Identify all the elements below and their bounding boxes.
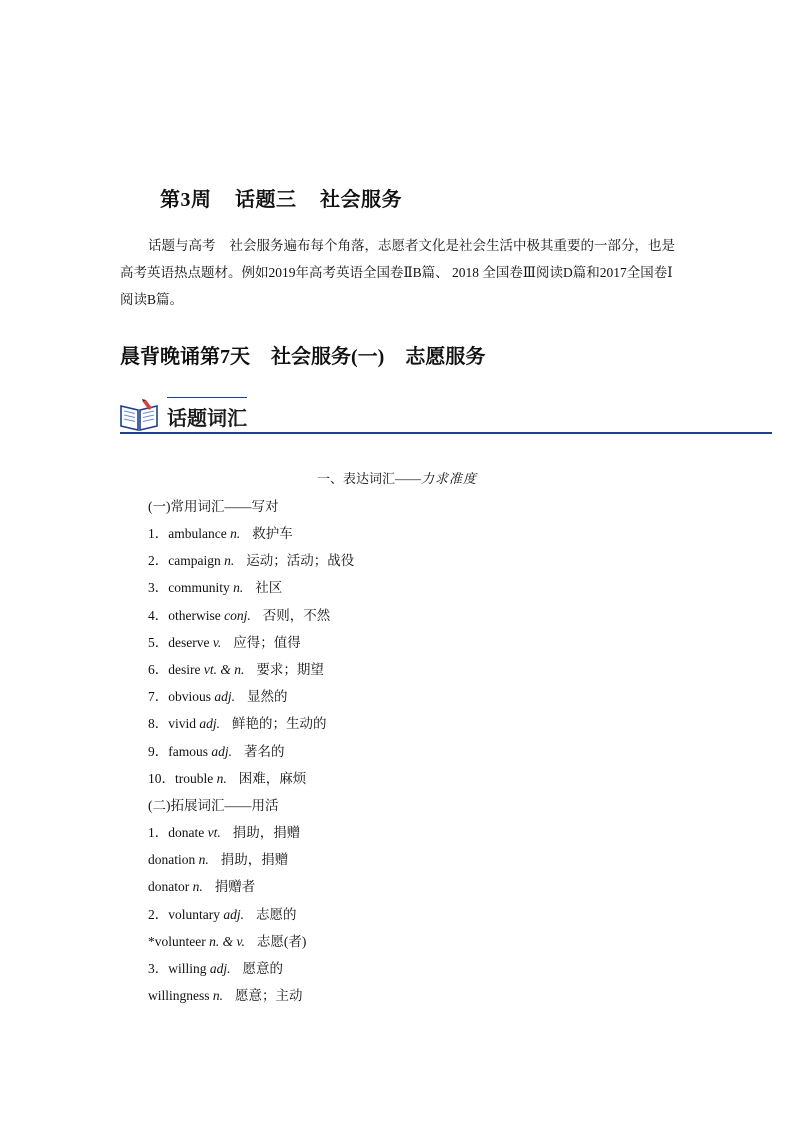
vocab-entry	[148, 875, 255, 895]
vocab-meaning: 否则，不然	[262, 607, 331, 623]
vocab-meaning: 要求；期望	[256, 662, 324, 677]
day-title	[120, 340, 501, 369]
vocab-pos: n.	[198, 852, 209, 868]
vocab-word: famous	[168, 743, 208, 759]
vocab-meaning: 捐助，捐赠	[220, 852, 289, 868]
topic-name: 社会服务	[320, 189, 402, 211]
week-title	[160, 183, 420, 212]
vocab-pos: n.	[192, 879, 203, 895]
banner-top-line	[167, 397, 247, 398]
vocab-meaning: 鲜艳的；生动的	[232, 716, 327, 732]
vocab-entry	[148, 549, 354, 569]
vocab-pos: adj.	[214, 689, 236, 705]
vocab-word: *volunteer	[148, 933, 206, 949]
vocab-entry	[148, 522, 293, 542]
vocab-entry	[148, 848, 288, 868]
vocab-number: 8．	[148, 716, 169, 732]
vocab-pos: vt.	[207, 825, 221, 840]
vocab-word: donate	[168, 825, 205, 840]
vocab-entry	[148, 930, 306, 950]
vocab-meaning: 困难，麻烦	[238, 770, 307, 786]
vocab-meaning: 显然的	[247, 689, 288, 705]
vocab-word: vivid	[168, 716, 197, 732]
vocab-word: trouble	[175, 770, 214, 786]
intro-paragraph	[120, 232, 680, 313]
day-subtheme: 志愿服务	[405, 346, 486, 368]
vocab-meaning: 社区	[255, 580, 283, 596]
vocab-word: willingness	[148, 988, 210, 1004]
vocab-number: 1．	[148, 825, 169, 840]
vocab-pos: v.	[212, 634, 222, 650]
vocab-entry	[148, 957, 283, 977]
banner-label: 话题词汇	[167, 408, 247, 430]
vocab-word: willing	[168, 961, 207, 976]
vocab-number: 3．	[148, 961, 169, 976]
vocab-entry	[148, 604, 330, 624]
vocab-number: 5．	[148, 634, 169, 650]
vocab-number: 7．	[148, 689, 169, 705]
vocab-pos: vt. & n.	[203, 662, 245, 677]
section-heading-emph: 力求准度	[421, 471, 478, 486]
day-theme: 社会服务(一)	[271, 346, 385, 368]
section-heading	[0, 468, 794, 487]
intro-tag: 话题与高考	[148, 238, 216, 253]
vocab-pos: adj.	[223, 906, 245, 922]
vocab-entry	[148, 658, 324, 678]
vocab-number: 2．	[148, 906, 169, 922]
vocab-word: campaign	[168, 553, 221, 569]
vocab-entry	[148, 685, 288, 705]
vocab-pos: conj.	[224, 607, 251, 623]
vocab-entry	[148, 740, 285, 760]
vocab-pos: n.	[216, 770, 227, 786]
vocab-number: 9．	[148, 743, 169, 759]
intro-text: 社会服务遍布每个角落，志愿者文化是社会生活中极其重要的一部分，也是高考英语热点题材。例如2019年高考英语全国卷ⅡB篇、 2018 全国卷Ⅲ阅读D篇和2017全国卷Ⅰ阅读B篇。	[120, 238, 675, 307]
vocab-word: desire	[168, 662, 201, 677]
vocab-pos: n.	[224, 553, 235, 569]
book-icon	[118, 398, 160, 432]
vocab-pos: n.	[230, 526, 241, 541]
vocab-meaning: 著名的	[244, 743, 285, 759]
vocab-meaning: 愿意；主动	[235, 988, 303, 1004]
vocab-pos: n.	[212, 988, 224, 1004]
banner-rule	[120, 432, 772, 434]
vocab-meaning: 愿意的	[242, 961, 284, 976]
vocab-number: 1．	[148, 526, 169, 541]
vocab-meaning: 救护车	[252, 526, 293, 541]
vocab-entry	[148, 984, 303, 1004]
vocab-meaning: 志愿(者)	[256, 933, 307, 949]
vocab-entry	[148, 767, 306, 787]
day-label: 晨背晚诵第7天	[120, 346, 250, 368]
vocab-meaning: 志愿的	[256, 906, 297, 922]
vocab-number: 6．	[148, 662, 169, 677]
vocab-number: 10．	[148, 770, 175, 786]
vocab-word: obvious	[168, 689, 212, 705]
week-number: 第3周	[160, 189, 212, 211]
vocab-entry	[148, 821, 300, 841]
vocab-entry	[148, 903, 297, 923]
vocab-word: voluntary	[168, 906, 220, 922]
vocab-entry	[148, 631, 301, 651]
vocab-meaning: 捐助，捐赠	[232, 825, 301, 840]
topic-number: 话题三	[235, 189, 297, 211]
vocab-pos: n.	[233, 580, 244, 596]
vocab-pos: adj.	[209, 961, 231, 976]
vocab-meaning: 运动；活动；战役	[246, 553, 355, 569]
common-vocab-heading: (一)常用词汇——写对	[148, 499, 279, 514]
vocab-word: donation	[148, 852, 196, 868]
vocab-word: community	[168, 580, 230, 596]
vocab-pos: adj.	[199, 716, 221, 732]
vocab-number: 4．	[148, 607, 169, 623]
vocab-word: otherwise	[168, 607, 221, 623]
vocab-pos: adj.	[211, 743, 233, 759]
vocab-word: ambulance	[168, 526, 227, 541]
vocab-word: donator	[148, 879, 190, 895]
vocab-number: 2．	[148, 553, 169, 569]
vocab-entry	[148, 712, 327, 732]
vocab-number: 3．	[148, 580, 169, 596]
vocab-meaning: 捐赠者	[214, 879, 256, 895]
extended-vocab-heading: (二)拓展词汇——用活	[148, 798, 279, 813]
vocab-meaning: 应得；值得	[233, 634, 301, 650]
section-heading-text: 一、表达词汇——	[316, 471, 421, 486]
vocab-entry	[148, 576, 282, 596]
vocab-word: deserve	[168, 634, 210, 650]
vocab-pos: n. & v.	[209, 933, 245, 949]
